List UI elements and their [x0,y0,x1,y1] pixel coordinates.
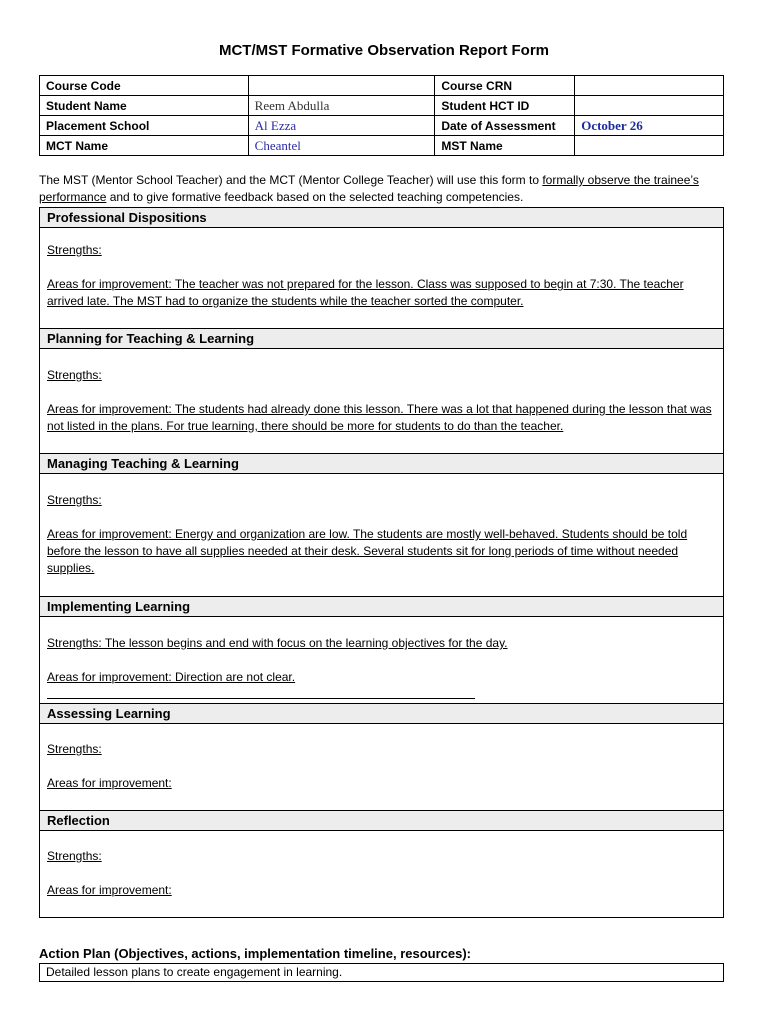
section-professional-dispositions-title: Professional Dispositions [40,208,723,228]
areas-for-improvement-text: Areas for improvement: The teacher was not prepared for the lesson. Class was supposed to begin at 7:30. The teacher arrived late. The MST had to organize the students while the teacher sorted the computer. [47,277,684,308]
section-planning-title: Planning for Teaching & Learning [40,329,723,349]
course-crn-label: Course CRN [435,76,575,96]
intro-text-start: The MST (Mentor School Teacher) and the MCT (Mentor College Teacher) will use this form to [39,173,543,187]
intro-paragraph [39,172,729,206]
section-assessing-body[interactable] [40,724,723,810]
course-crn-field[interactable] [575,76,724,96]
strengths-text: Strengths: [47,849,102,863]
section-reflection-body[interactable] [40,831,723,917]
section-assessing-title: Assessing Learning [40,704,723,724]
areas-for-improvement-text: Areas for improvement: [47,883,172,897]
action-plan-field[interactable]: Detailed lesson plans to create engagement in learning. [39,963,724,982]
competency-sections [39,207,724,918]
intro-text-end: and to give formative feedback based on the selected teaching competencies. [106,190,524,204]
strengths-text: Strengths: [47,243,102,257]
strengths-text: Strengths: The lesson begins and end with focus on the learning objectives for the day. [47,636,508,650]
table-row [40,96,724,116]
strengths-text: Strengths: [47,368,102,382]
date-of-assessment-label: Date of Assessment [435,116,575,136]
student-name-label: Student Name [40,96,249,116]
blank-line [47,698,475,699]
mst-name-label: MST Name [435,136,575,156]
student-id-field[interactable] [575,96,724,116]
table-row [40,76,724,96]
areas-for-improvement-text: Areas for improvement: [47,776,172,790]
strengths-text: Strengths: [47,493,102,507]
date-of-assessment-field[interactable]: October 26 [575,116,724,136]
section-reflection-title: Reflection [40,811,723,831]
course-code-label: Course Code [40,76,249,96]
table-row [40,116,724,136]
section-implementing-title: Implementing Learning [40,597,723,617]
intro-underlined-text: formally observe the trainee’s performance [39,173,699,204]
info-table [39,75,724,156]
course-code-field[interactable] [248,76,435,96]
form-title: MCT/MST Formative Observation Report Form [218,42,550,59]
section-planning-body[interactable] [40,349,723,453]
action-plan-label: Action Plan (Objectives, actions, implementation timeline, resources): [39,946,471,961]
section-managing-body[interactable] [40,474,723,596]
mst-name-field[interactable] [575,136,724,156]
areas-for-improvement-text: Areas for improvement: The students had already done this lesson. There was a lot that happened during the lesson that was not listed in the plans. For true learning, there should be more for students to do than the teacher. [47,402,712,433]
placement-school-label: Placement School [40,116,249,136]
student-name-field[interactable]: Reem Abdulla [248,96,435,116]
strengths-text: Strengths: [47,742,102,756]
mct-name-label: MCT Name [40,136,249,156]
areas-for-improvement-text: Areas for improvement: Direction are not clear. [47,670,296,684]
section-implementing-body[interactable] [40,617,723,703]
section-managing-title: Managing Teaching & Learning [40,454,723,474]
placement-school-field[interactable]: Al Ezza [248,116,435,136]
areas-for-improvement-text: Areas for improvement: Energy and organization are low. The students are mostly well-behaved. Students should be told before the lesson to have all supplies needed at their desk. Several students sit for long periods of time without needed supplies. [47,527,688,575]
section-professional-dispositions-body[interactable] [40,228,723,328]
student-id-label: Student HCT ID [435,96,575,116]
table-row [40,136,724,156]
mct-name-field[interactable]: Cheantel [248,136,435,156]
